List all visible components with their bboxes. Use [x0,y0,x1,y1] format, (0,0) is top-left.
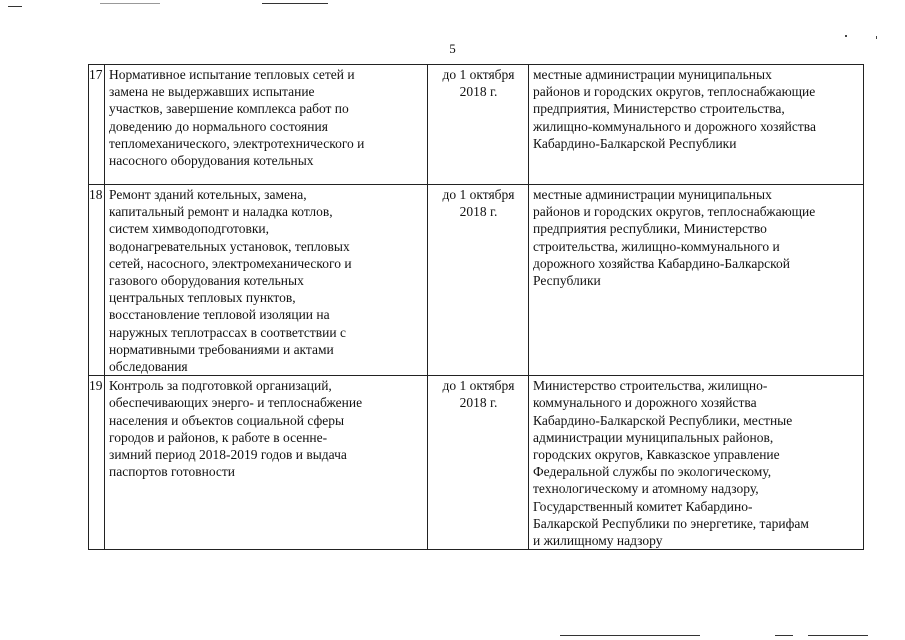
task-text: Нормативное испытание тепловых сетей и замена не выдержавших испытание участков, завершение комплекса работ по доведению до нормального состояния тепломеханического, электротехнического и насосного оборудования котельных [109,67,365,169]
scan-speck [845,35,847,37]
row-number: 19 [89,376,105,550]
responsible-text: Министерство строительства, жилищно- коммунального и дорожного хозяйства Кабардино-Балкарской Республики, местные администрации муниципальных районов, городских округов, Кавказское управление Федеральной службы по экологическому, технологическому и атомному надзору, Государственный комитет Кабардино- Балкарской Республики по энергетике, тарифам и жилищному надзору [533,378,809,549]
deadline-text: до 1 октября 2018 г. [442,378,515,411]
scan-artifact-top-middle [100,3,160,4]
task-cell [105,376,428,550]
responsible-cell [529,65,864,185]
scan-artifact-bottom-right [775,635,793,636]
deadline-cell [428,376,529,550]
scan-artifact-bottom-left [560,635,700,636]
responsible-cell [529,185,864,376]
task-text: Ремонт зданий котельных, замена, капитальный ремонт и наладка котлов, систем химводоподготовки, водонагревательных установок, тепловых сетей, насосного, электромеханического и газового оборудования котельных центральных тепловых пунктов, восстановление тепловой изоляции на наружных теплотрассах в соответствии с нормативными требованиями и актами обследования [109,187,352,375]
page-number: 5 [449,41,456,56]
task-cell [105,185,428,376]
deadline-cell [428,185,529,376]
responsible-cell [529,376,864,550]
scan-artifact-top-left [8,6,22,7]
deadline-cell [428,65,529,185]
measures-table [88,64,864,550]
responsible-text: местные администрации муниципальных районов и городских округов, теплоснабжающие предприятия, Министерство строительства, жилищно-коммунального и дорожного хозяйства Кабардино-Балкарской Республики [533,67,816,151]
row-number: 18 [89,185,105,376]
deadline-text: до 1 октября 2018 г. [442,67,515,100]
task-cell [105,65,428,185]
row-number: 17 [89,65,105,185]
table-row [89,376,864,550]
responsible-text: местные администрации муниципальных районов и городских округов, теплоснабжающие предприятия республики, Министерство строительства, жилищно-коммунального и дорожного хозяйства Кабардино-Балкарской Республики [533,187,816,289]
table-row [89,65,864,185]
table-row [89,185,864,376]
scan-speck [876,36,877,39]
scan-artifact-top-right [262,3,328,4]
task-text: Контроль за подготовкой организаций, обеспечивающих энерго- и теплоснабжение населения и объектов социальной сферы городов и районов, к работе в осенне- зимний период 2018-2019 годов и выдача паспортов готовности [109,378,363,480]
scan-artifact-bottom-right [808,635,868,636]
deadline-text: до 1 октября 2018 г. [442,187,515,220]
